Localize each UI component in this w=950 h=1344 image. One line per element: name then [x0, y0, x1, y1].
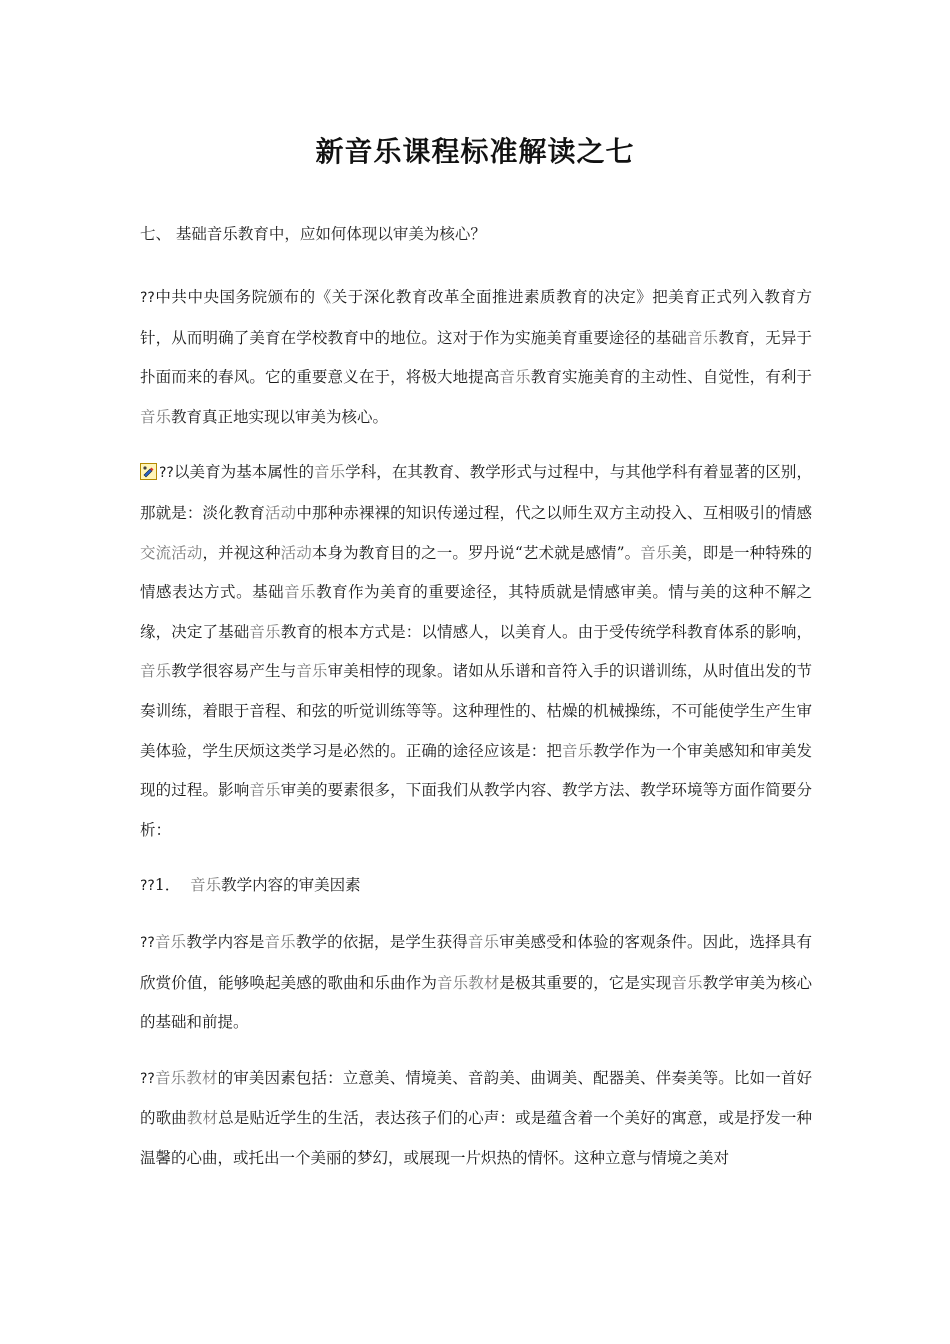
page-title: 新音乐课程标准解读之七	[315, 135, 635, 168]
text-run: 以美育为基本属性的	[173, 463, 315, 482]
highlighted-term[interactable]: 音乐	[249, 622, 281, 641]
note-edit-icon[interactable]	[140, 463, 157, 480]
text-run: 教育作为美育的重要途径，其特质就是情感审美。情与美的这种不解之缘，决定了基础	[140, 583, 812, 641]
text-run: 教学的依据，是学生获得	[295, 932, 468, 951]
highlighted-term[interactable]: 音乐	[467, 932, 500, 951]
text-run: 教学作为一个审美感知和审美发现的过程。影响	[140, 741, 812, 800]
paragraph-1	[140, 278, 812, 437]
text-run: 教育，无异于扑面而来的春风。它的重要意义在于，将极大地提高	[140, 328, 812, 387]
highlighted-term[interactable]: 音乐	[264, 932, 296, 951]
text-run: 学科，在其教育、教学形式与过程中，与其他学科有着显著的区别，那就是：淡化教育	[140, 463, 812, 522]
highlighted-term[interactable]: 音乐	[140, 662, 172, 681]
highlighted-term[interactable]: 活动	[280, 543, 312, 562]
highlighted-term[interactable]: 音乐	[249, 781, 281, 800]
text-run: 教学很容易产生与	[171, 662, 297, 681]
paragraph-4	[140, 1059, 812, 1179]
placeholder-marker: ??	[140, 878, 155, 895]
placeholder-marker: ??	[140, 934, 155, 951]
highlighted-term[interactable]: 交流活动	[140, 543, 203, 562]
highlighted-term[interactable]: 教材	[186, 1109, 219, 1128]
highlighted-term[interactable]: 音乐	[140, 407, 172, 426]
text-run: 教学内容的审美因素	[221, 876, 361, 895]
subheading-1	[140, 866, 812, 907]
highlighted-term[interactable]: 音乐	[190, 876, 222, 895]
text-run: 教育的根本方式是：以情感人，以美育人。由于受传统学科教育体系的影响，	[280, 622, 812, 641]
placeholder-marker: ??	[159, 465, 174, 482]
highlighted-term[interactable]: 活动	[265, 503, 297, 522]
paragraph-2	[140, 453, 812, 850]
text-run: 教育实施美育的主动性、自觉性，有利于	[530, 368, 812, 387]
highlighted-term[interactable]: 音乐	[562, 741, 594, 760]
placeholder-marker: ??	[140, 1070, 155, 1087]
paragraph-3	[140, 923, 812, 1043]
text-run: 审美相悖的现象。诸如从乐谱和音符入手的识谱训练，从时值出发的节奏训练，着眼于音程、和弦的听觉训练等等。这种理性的、枯燥的机械操练，不可能使学生产生审美体验，学生厌烦这类学习是必然的。正确的途径应该是：把	[140, 662, 812, 760]
text-run: 中那种赤裸裸的知识传递过程，代之以师生双方主动投入、互相吸引的情感	[296, 503, 812, 522]
highlighted-term[interactable]: 音乐	[671, 973, 703, 992]
text-run: 本身为教育目的之一。罗丹说“艺术就是感情”。	[311, 543, 641, 562]
text-run: 总是贴近学生的生活，表达孩子们的心声：或是蕴含着一个美好的寓意，或是抒发一种温馨的心曲，或托出一个美丽的梦幻，或展现一片炽热的情怀。这种立意与情境之美对	[140, 1109, 812, 1167]
text-run: 美，即是一种特殊的情感表达方式。基础	[140, 543, 812, 602]
highlighted-term[interactable]: 音乐教材	[154, 1068, 218, 1087]
highlighted-term[interactable]: 音乐	[154, 932, 187, 951]
text-run: 审美的要素很多，下面我们从教学内容、教学方法、教学环境等方面作简要分析：	[140, 781, 812, 839]
text-run: 教育真正地实现以审美为核心。	[171, 407, 389, 426]
highlighted-term[interactable]: 音乐	[296, 662, 328, 681]
placeholder-marker: ??	[140, 290, 155, 306]
text-run: 是极其重要的，它是实现	[499, 973, 672, 992]
highlighted-term[interactable]: 音乐	[687, 328, 719, 347]
sub-number: 1．	[154, 876, 181, 895]
text-run: 教学审美为核心的基础和前提。	[140, 973, 812, 1032]
text-run: 审美感受和体验的客观条件。因此，选择具有欣赏价值，能够唤起美感的歌曲和乐曲作为	[140, 932, 812, 992]
text-run: 中共中央国务院颁布的《关于深化教育改革全面推进素质教育的决定》把美育正式列入教育方针，从而明确了美育在学校教育中的地位。这对于作为实施美育重要途径的基础	[140, 288, 812, 347]
highlighted-term[interactable]: 音乐	[314, 463, 346, 482]
text-run: ，并视这种	[202, 543, 281, 562]
section-heading: 七、 基础音乐教育中，应如何体现以审美为核心？	[140, 225, 486, 243]
document-body	[140, 278, 812, 1194]
highlighted-term[interactable]: 音乐	[640, 543, 672, 562]
text-run: 教学内容是	[186, 932, 265, 951]
highlighted-term[interactable]: 音乐教材	[436, 973, 500, 992]
text-run: 的审美因素包括：立意美、情境美、音韵美、曲调美、配器美、伴奏美等。比如一首好的歌曲	[140, 1068, 812, 1128]
highlighted-term[interactable]: 音乐	[284, 583, 317, 602]
highlighted-term[interactable]: 音乐	[499, 368, 531, 387]
